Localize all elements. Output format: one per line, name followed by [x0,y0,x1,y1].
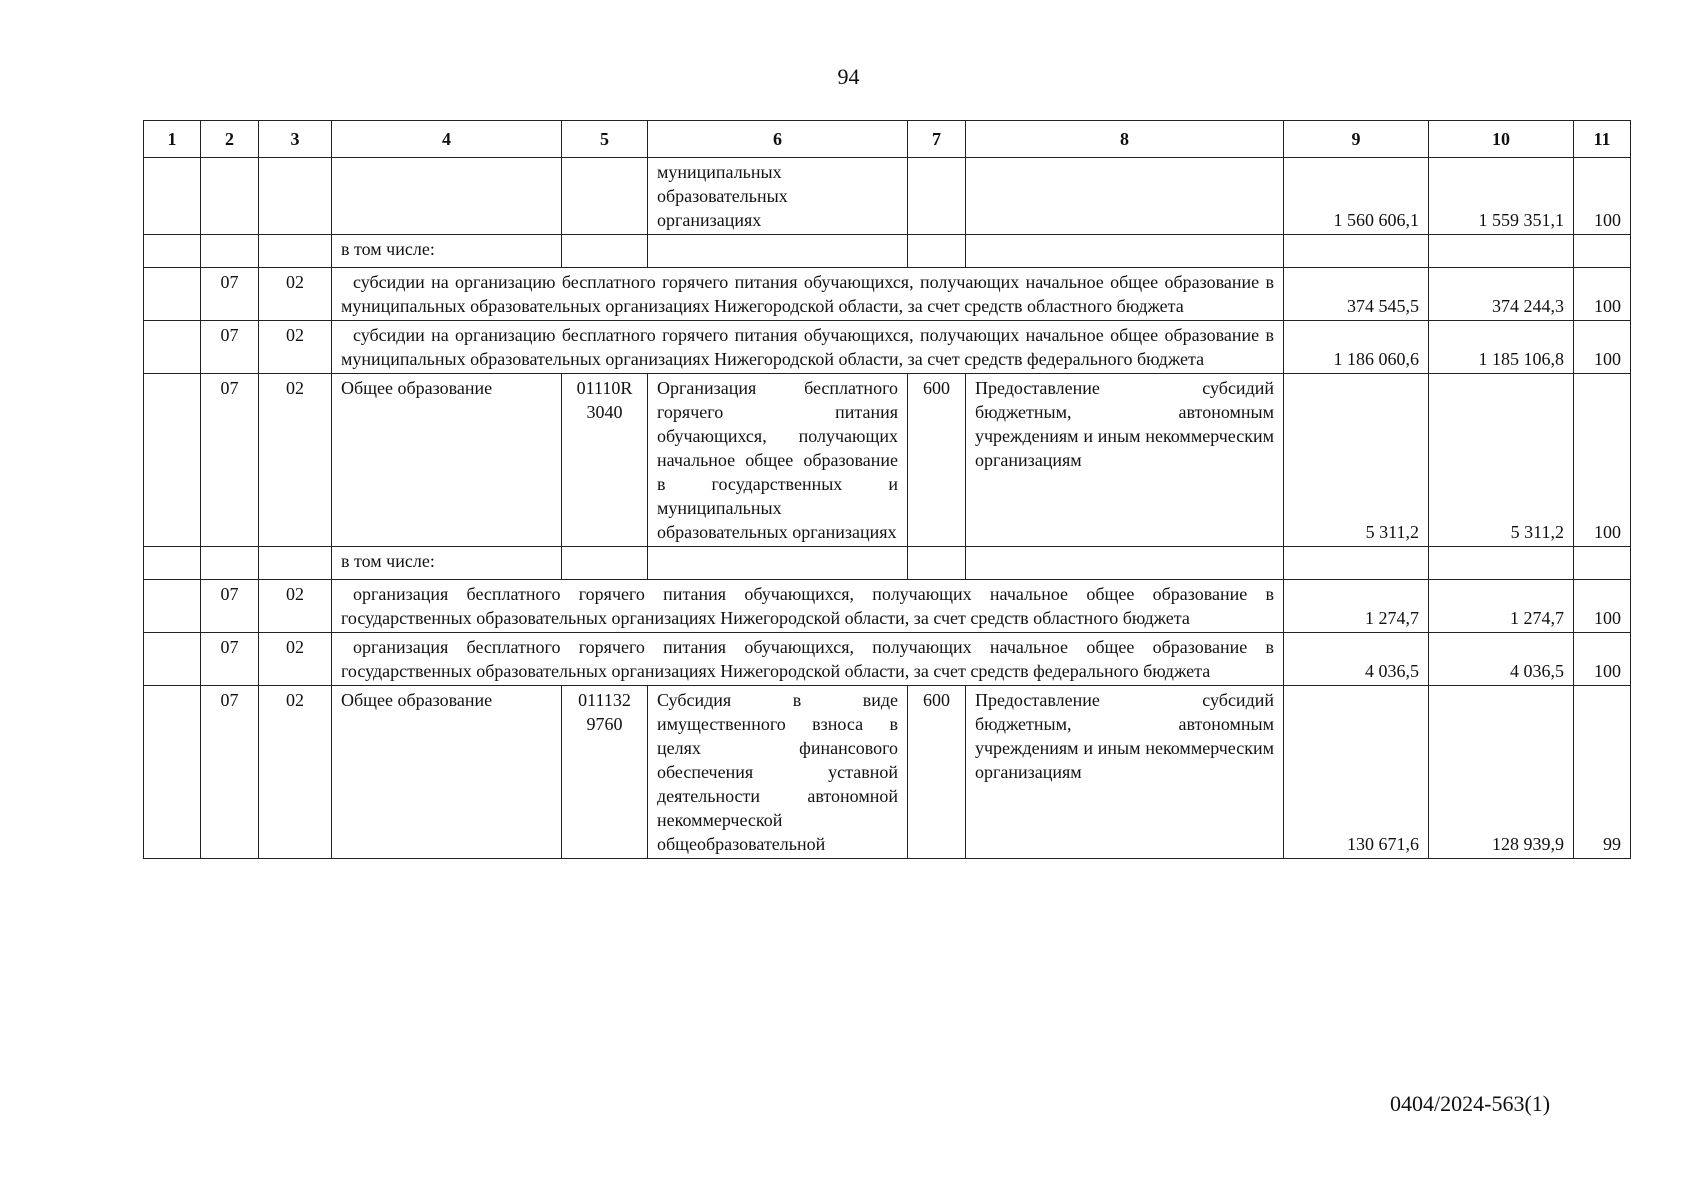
cell-subsection: 02 [259,321,332,374]
cell-target-code [562,158,648,235]
header-cell: 2 [201,121,259,158]
cell-section: 07 [201,321,259,374]
cell-subsection [259,158,332,235]
cell-expense-name [966,158,1284,235]
cell-merged-description: организация бесплатного горячего питания обучающихся, получающих начальное общее образование в государственных образовательных организациях Нижегородской области, за счет средств федерального бюджета [332,633,1284,686]
cell-target-name: Организация бесплатного горячего питания обучающихся, получающих начальное общее образование в государственных и муниципальных образовательных организациях [648,374,908,547]
table-row-subtotal-label [144,235,1631,268]
cell-percent: 100 [1574,374,1631,547]
header-cell: 8 [966,121,1284,158]
header-cell: 5 [562,121,648,158]
cell-percent: 100 [1574,158,1631,235]
cell-subsection: 02 [259,686,332,859]
table-row [144,580,1631,633]
table-row [144,686,1631,859]
cell-section: 07 [201,633,259,686]
cell-merged-description: субсидии на организацию бесплатного горячего питания обучающихся, получающих начальное общее образование в муниципальных образовательных организациях Нижегородской области, за счет средств областного бюджета [332,268,1284,321]
cell-expense-name: Предоставление субсидий бюджетным, автономным учреждениям и иным некоммерческим организациям [966,374,1284,547]
table-row [144,158,1631,235]
cell-subsection: 02 [259,268,332,321]
table-header-row [144,121,1631,158]
cell-target-name: Субсидия в виде имущественного взноса в целях финансового обеспечения уставной деятельности автономной некоммерческой общеобразовательной [648,686,908,859]
header-cell: 6 [648,121,908,158]
table-row [144,268,1631,321]
cell-fact: 128 939,9 [1429,686,1574,859]
cell-subsection: 02 [259,633,332,686]
cell-subsection: 02 [259,374,332,547]
cell-section: 07 [201,686,259,859]
cell-percent: 100 [1574,321,1631,374]
cell-fact: 1 274,7 [1429,580,1574,633]
cell-target-code: 011132 9760 [562,686,648,859]
cell-col1 [144,686,201,859]
cell-merged-description: организация бесплатного горячего питания обучающихся, получающих начальное общее образование в государственных образовательных организациях Нижегородской области, за счет средств областного бюджета [332,580,1284,633]
cell-name: Общее образование [332,686,562,859]
table-row [144,374,1631,547]
cell-expense-name: Предоставление субсидий бюджетным, автономным учреждениям и иным некоммерческим организациям [966,686,1284,859]
header-cell: 4 [332,121,562,158]
cell-fact: 1 559 351,1 [1429,158,1574,235]
table-row-subtotal-label [144,547,1631,580]
header-cell: 9 [1284,121,1429,158]
cell-including-label: в том числе: [332,547,562,580]
header-cell: 3 [259,121,332,158]
cell-subsection: 02 [259,580,332,633]
cell-name: Общее образование [332,374,562,547]
cell-expense-type: 600 [908,686,966,859]
cell-col1 [144,374,201,547]
header-cell: 11 [1574,121,1631,158]
budget-table [143,120,1631,859]
cell-expense-type: 600 [908,374,966,547]
cell-section: 07 [201,580,259,633]
cell-plan: 1 274,7 [1284,580,1429,633]
cell-including-label: в том числе: [332,235,562,268]
cell-plan: 1 186 060,6 [1284,321,1429,374]
cell-fact: 4 036,5 [1429,633,1574,686]
cell-section [201,158,259,235]
table-row [144,321,1631,374]
cell-fact: 5 311,2 [1429,374,1574,547]
header-cell: 7 [908,121,966,158]
cell-name [332,158,562,235]
cell-target-code: 01110R 3040 [562,374,648,547]
cell-target-name: муниципальных образовательных организациях [648,158,908,235]
cell-percent: 100 [1574,633,1631,686]
page-number: 94 [837,64,860,89]
cell-percent: 99 [1574,686,1631,859]
cell-section: 07 [201,268,259,321]
cell-plan: 5 311,2 [1284,374,1429,547]
cell-plan: 130 671,6 [1284,686,1429,859]
cell-plan: 4 036,5 [1284,633,1429,686]
table-row [144,633,1631,686]
cell-fact: 1 185 106,8 [1429,321,1574,374]
cell-merged-description: субсидии на организацию бесплатного горячего питания обучающихся, получающих начальное общее образование в муниципальных образовательных организациях Нижегородской области, за счет средств федерального бюджета [332,321,1284,374]
cell-fact: 374 244,3 [1429,268,1574,321]
cell-percent: 100 [1574,268,1631,321]
cell-expense-type [908,158,966,235]
cell-plan: 374 545,5 [1284,268,1429,321]
cell-section: 07 [201,374,259,547]
cell-col1 [144,158,201,235]
cell-percent: 100 [1574,580,1631,633]
cell-plan: 1 560 606,1 [1284,158,1429,235]
header-cell: 10 [1429,121,1574,158]
header-cell: 1 [144,121,201,158]
document-code: 0404/2024-563(1) [1390,1091,1551,1116]
